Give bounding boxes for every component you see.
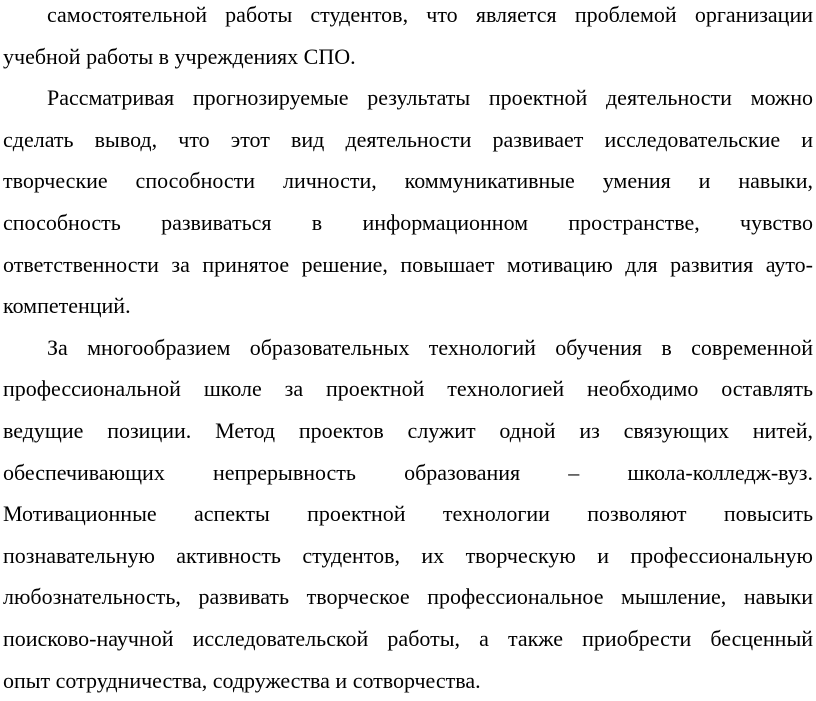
text-line: самостоятельной работы студентов, что является проблемой организации	[3, 0, 813, 36]
text-line: ответственности за принятое решение, повышает мотивацию для развития ауто-	[3, 244, 813, 286]
paragraph-2	[3, 77, 813, 327]
text-line: компетенций.	[3, 285, 813, 327]
paragraph-1	[3, 0, 813, 77]
text-line: обеспечивающих непрерывность образования – школа-колледж-вуз.	[3, 452, 813, 494]
text-line: За многообразием образовательных технологий обучения в современной	[3, 327, 813, 369]
text-line: познавательную активность студентов, их творческую и профессиональную	[3, 535, 813, 577]
text-line: Мотивационные аспекты проектной технологии позволяют повысить	[3, 493, 813, 535]
text-line: способность развиваться в информационном пространстве, чувство	[3, 202, 813, 244]
text-line: профессиональной школе за проектной технологией необходимо оставлять	[3, 368, 813, 410]
text-line: Рассматривая прогнозируемые результаты проектной деятельности можно	[3, 77, 813, 119]
text-line: ведущие позиции. Метод проектов служит одной из связующих нитей,	[3, 410, 813, 452]
text-line: опыт сотрудничества, содружества и сотворчества.	[3, 660, 813, 701]
text-line: сделать вывод, что этот вид деятельности развивает исследовательские и	[3, 119, 813, 161]
text-line: поисково-научной исследовательской работы, а также приобрести бесценный	[3, 618, 813, 660]
text-line: творческие способности личности, коммуникативные умения и навыки,	[3, 160, 813, 202]
text-line: любознательность, развивать творческое профессиональное мышление, навыки	[3, 576, 813, 618]
paragraph-3	[3, 327, 813, 701]
text-line: учебной работы в учреждениях СПО.	[3, 36, 813, 78]
